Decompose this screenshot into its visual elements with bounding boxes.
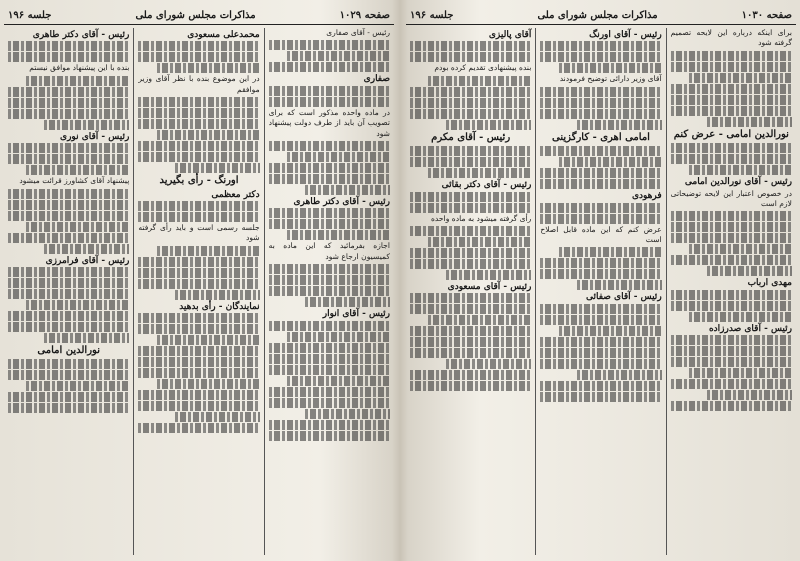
text-line (269, 321, 390, 331)
text-line (428, 76, 531, 86)
text-line (671, 335, 792, 345)
paragraph: عرض کنم که این ماده قابل اصلاح است (540, 224, 662, 245)
paragraph: بنده پیشنهادی تقدیم کرده بودم (434, 63, 532, 73)
text-line (269, 62, 390, 72)
text-line (138, 279, 259, 289)
speaker-name: رئیس - آقای نوری (60, 131, 130, 142)
text-line (540, 359, 661, 369)
text-line (671, 290, 792, 300)
text-line (410, 304, 531, 314)
text-line (540, 258, 661, 268)
text-line (8, 200, 129, 210)
text-line (410, 109, 531, 119)
text-line (8, 278, 129, 288)
text-line (577, 120, 662, 130)
paragraph: جلسه رسمی است و باید رأی گرفته شود (138, 223, 260, 243)
right-page (406, 6, 796, 555)
text-line (410, 203, 531, 213)
text-line (671, 143, 792, 153)
text-line (157, 63, 260, 73)
text-line (577, 370, 662, 380)
speaker-name: رئیس - آقای دکتر طاهری (293, 197, 390, 208)
text-line (410, 157, 531, 167)
paragraph: رأی گرفته میشود به ماده واحده (430, 213, 532, 223)
text-line (428, 237, 531, 247)
speaker-name: فرهودی (631, 191, 662, 202)
left-page-columns (4, 28, 394, 555)
speaker-name: رئیس - آقای فرامرزی (45, 255, 130, 266)
text-line (671, 357, 792, 367)
right-page-title: مذاکرات مجلس شورای ملی (537, 9, 658, 21)
text-line (157, 379, 260, 389)
text-line (269, 431, 390, 441)
text-line (540, 87, 661, 97)
text-line (175, 412, 260, 422)
text-line (138, 390, 259, 400)
text-line (671, 301, 792, 311)
text-line (540, 146, 661, 156)
paragraph: اجازه بفرمائید که این ماده به کمیسیون ارجاع شود (268, 241, 390, 261)
section-heading: نورالدین امامی - عرض کنم (673, 128, 789, 140)
text-line (138, 152, 259, 162)
text-line (559, 326, 662, 336)
text-line (410, 226, 531, 236)
text-line (446, 270, 531, 280)
text-line (410, 248, 531, 258)
speaker-name: رئیس - آقای مسعودی (447, 282, 532, 293)
text-line (269, 40, 390, 50)
text-line (540, 109, 661, 119)
left-page-session: جلسه ۱۹۶ (8, 9, 52, 21)
text-line (305, 185, 390, 195)
text-line (26, 76, 129, 86)
text-line (410, 259, 531, 269)
paragraph: در ماده واحده مذکور است که برای تصویب آن باید از طرف دولت پیشنهاد شود (268, 107, 390, 138)
text-line (8, 289, 129, 299)
text-line (138, 108, 259, 118)
paragraph: در این موضوع بنده با نظر آقای وزیر موافقم (138, 74, 260, 94)
text-line (410, 146, 531, 156)
right-col-3 (406, 28, 535, 555)
text-line (707, 117, 792, 127)
text-line (540, 392, 661, 402)
text-line (157, 130, 260, 140)
text-line (559, 63, 662, 73)
left-col-2 (133, 28, 263, 555)
text-line (138, 357, 259, 367)
text-line (559, 157, 662, 167)
speaker-name: محمدعلی مسعودی (187, 30, 260, 40)
speaker-name: نمایندگان - رأی بدهید (179, 301, 260, 312)
text-line (410, 381, 531, 391)
right-col-2 (535, 28, 665, 555)
text-line (410, 293, 531, 303)
left-page-number: صفحه ۱۰۲۹ (339, 9, 390, 21)
text-line (138, 268, 259, 278)
text-line (269, 163, 390, 173)
text-line (410, 326, 531, 336)
speaker-name: رئیس - آقای دکتر بقائی (441, 180, 532, 191)
text-line (8, 87, 129, 97)
text-line (44, 120, 129, 130)
text-line (540, 41, 661, 51)
text-line (8, 322, 129, 332)
speaker-name: رئیس - آقای انوار (322, 309, 390, 320)
paragraph: پیشنهاد آقای کشاورز قرائت میشود (19, 176, 130, 186)
left-page-title: مذاکرات مجلس شورای ملی (135, 9, 256, 21)
text-line (540, 179, 661, 189)
paragraph: در خصوص اعتبار این لایحه توضیحاتی لازم است (670, 188, 792, 209)
text-line (8, 359, 129, 369)
text-line (689, 244, 792, 254)
text-line (138, 346, 259, 356)
text-line (540, 203, 661, 213)
right-page-header (406, 6, 796, 25)
text-line (138, 324, 259, 334)
text-line (671, 62, 792, 72)
text-line (707, 266, 792, 276)
text-line (287, 376, 390, 386)
text-line (540, 304, 661, 314)
text-line (671, 154, 792, 164)
paragraph: برای اینکه درباره این لایحه تصمیم گرفته شود (670, 28, 792, 48)
section-heading: اورنگ - رأی بگیرید (159, 175, 239, 187)
text-line (8, 370, 129, 380)
text-line (269, 420, 390, 430)
speaker-name: آقای پالیزی (488, 30, 532, 40)
section-heading: نورالدین امامی (37, 345, 100, 357)
text-line (26, 222, 129, 232)
text-line (540, 269, 661, 279)
text-line (671, 211, 792, 221)
text-line (671, 222, 792, 232)
left-col-1 (264, 28, 394, 555)
paragraph: آقای وزیر دارائی توضیح فرمودند (559, 74, 662, 84)
text-line (428, 315, 531, 325)
text-line (671, 255, 792, 265)
text-line (671, 401, 792, 411)
left-page (4, 6, 394, 555)
left-col-3 (4, 28, 133, 555)
text-line (540, 315, 661, 325)
text-line (689, 165, 792, 175)
text-line (540, 348, 661, 358)
text-line (410, 192, 531, 202)
text-line (287, 332, 390, 342)
text-line (269, 387, 390, 397)
text-line (8, 211, 129, 221)
text-line (157, 246, 260, 256)
speaker-name: صفاری (363, 74, 390, 85)
text-line (26, 381, 129, 391)
paragraph: رئیس - آقای صفاری (326, 28, 390, 37)
text-line (689, 73, 792, 83)
text-line (138, 423, 259, 433)
text-line (269, 219, 390, 229)
right-page-session: جلسه ۱۹۶ (410, 9, 454, 21)
text-line (138, 97, 259, 107)
text-line (269, 264, 390, 274)
text-line (138, 401, 259, 411)
text-line (269, 97, 390, 107)
text-line (410, 348, 531, 358)
text-line (8, 311, 129, 321)
text-line (138, 212, 259, 222)
text-line (410, 370, 531, 380)
text-line (8, 98, 129, 108)
text-line (8, 109, 129, 119)
text-line (8, 233, 129, 243)
text-line (138, 313, 259, 323)
text-line (8, 392, 129, 402)
text-line (175, 163, 260, 173)
text-line (269, 365, 390, 375)
speaker-name: دکتر معظمی (211, 189, 260, 200)
text-line (287, 51, 390, 61)
text-line (138, 368, 259, 378)
speaker-name: رئیس - آقای صدرزاده (708, 323, 792, 334)
text-line (8, 143, 129, 153)
text-line (410, 87, 531, 97)
text-line (269, 286, 390, 296)
text-line (540, 214, 661, 224)
right-page-number: صفحه ۱۰۳۰ (741, 9, 792, 21)
text-line (671, 379, 792, 389)
text-line (269, 398, 390, 408)
text-line (269, 343, 390, 353)
text-line (689, 368, 792, 378)
text-line (540, 168, 661, 178)
text-line (446, 359, 531, 369)
text-line (689, 312, 792, 322)
text-line (671, 95, 792, 105)
text-line (269, 354, 390, 364)
text-line (138, 119, 259, 129)
text-line (540, 337, 661, 347)
text-line (446, 120, 531, 130)
text-line (269, 141, 390, 151)
text-line (138, 257, 259, 267)
speaker-name: رئیس - آقای دکتر طاهری (32, 30, 130, 40)
text-line (540, 52, 661, 62)
text-line (44, 333, 129, 343)
right-page-columns (406, 28, 796, 555)
text-line (287, 152, 390, 162)
text-line (428, 168, 531, 178)
text-line (305, 409, 390, 419)
text-line (410, 41, 531, 51)
text-line (138, 41, 259, 51)
text-line (8, 154, 129, 164)
text-line (8, 52, 129, 62)
text-line (287, 230, 390, 240)
text-line (26, 300, 129, 310)
paragraph: بنده با این پیشنهاد موافق نیستم (29, 63, 130, 73)
speaker-name: رئیس - آقای نورالدین امامی (684, 177, 792, 188)
text-line (8, 41, 129, 51)
text-line (138, 141, 259, 151)
text-line (577, 280, 662, 290)
left-page-header (4, 6, 394, 25)
text-line (269, 208, 390, 218)
text-line (157, 335, 260, 345)
text-line (671, 233, 792, 243)
text-line (138, 52, 259, 62)
speaker-name: رئیس - آقای اورنگ (589, 30, 662, 40)
text-line (671, 84, 792, 94)
text-line (559, 247, 662, 257)
speaker-name: مهدی ارباب (747, 278, 792, 289)
right-col-1 (666, 28, 796, 555)
text-line (410, 337, 531, 347)
text-line (305, 297, 390, 307)
text-line (44, 244, 129, 254)
section-heading: امامی اهری - کارگزینی (552, 131, 650, 143)
text-line (410, 98, 531, 108)
text-line (540, 381, 661, 391)
text-line (671, 106, 792, 116)
text-line (269, 86, 390, 96)
text-line (8, 403, 129, 413)
text-line (8, 189, 129, 199)
text-line (410, 52, 531, 62)
text-line (269, 174, 390, 184)
section-heading: رئیس - آقای مکرم (431, 131, 511, 143)
text-line (540, 98, 661, 108)
text-line (269, 275, 390, 285)
text-line (8, 267, 129, 277)
text-line (671, 51, 792, 61)
speaker-name: رئیس - آقای صفائی (585, 292, 662, 303)
text-line (707, 390, 792, 400)
text-line (26, 165, 129, 175)
text-line (175, 290, 260, 300)
text-line (671, 346, 792, 356)
text-line (138, 201, 259, 211)
